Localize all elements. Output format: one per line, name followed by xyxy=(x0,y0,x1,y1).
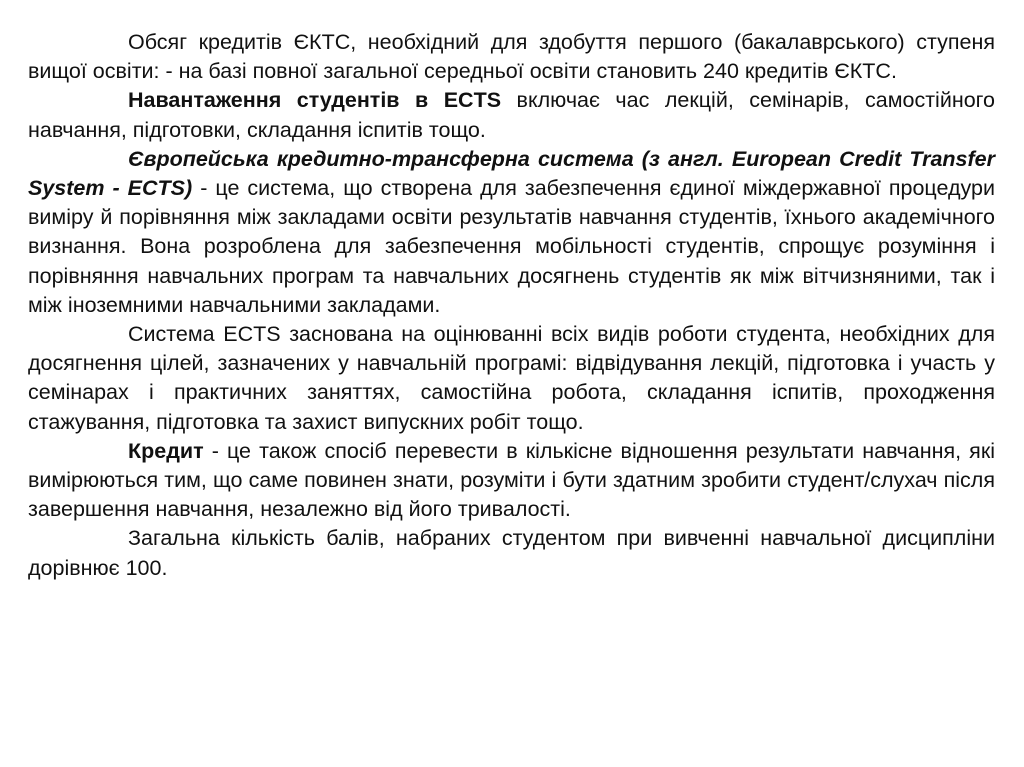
paragraph-student-workload xyxy=(28,86,995,144)
paragraph-ects-credits-volume xyxy=(28,28,995,86)
paragraph-ects-definition xyxy=(28,145,995,320)
term-heading: Кредит xyxy=(128,438,204,463)
term-heading: Європейська кредитно-трансферна система (з англ. European Credit Transfer System - ECTS) xyxy=(28,146,995,201)
paragraph-text: - це система, що створена для забезпечення єдиної міждержавної процедури виміру й порівняння між закладами освіти результатів навчання студентів, їхнього академічного визнання. Вона розроблена для забезпечення мобільності студентів, спрощує розуміння і порівняння навчальних програм та навчальних досягнень студентів як між вітчизняними, так і між іноземними навчальними закладами. xyxy=(28,176,995,317)
term-heading: Навантаження студентів в ECTS xyxy=(128,88,502,113)
paragraph-text: - це також спосіб перевести в кількісне відношення результати навчання, які вимірюються тим, що саме повинен знати, розуміти і бути здатним зробити студент/слухач після завершення навчання, незалежно від його тривалості. xyxy=(28,438,995,522)
paragraph-text: Система ECTS заснована на оцінюванні всіх видів роботи студента, необхідних для досягнення цілей, зазначених у навчальній програмі: відвідування лекцій, підготовка і участь у семінарах і практичних заняттях, самостійна робота, складання іспитів, проходження стажування, підготовка та захист випускних робіт тощо. xyxy=(28,322,995,434)
paragraph-total-points xyxy=(28,524,995,582)
paragraph-credit-definition xyxy=(28,437,995,525)
paragraph-text: Обсяг кредитів ЄКТС, необхідний для здобуття першого (бакалаврського) ступеня вищої освіти: - на базі повної загальної середньої освіти становить 240 кредитів ЄКТС. xyxy=(28,30,995,84)
document-page xyxy=(28,28,995,583)
paragraph-ects-assessment xyxy=(28,320,995,437)
paragraph-text: включає час лекцій, семінарів, самостійного навчання, підготовки, складання іспитів тощо. xyxy=(28,88,995,142)
paragraph-text: Загальна кількість балів, набраних студентом при вивченні навчальної дисципліни дорівнює 100. xyxy=(28,526,995,580)
